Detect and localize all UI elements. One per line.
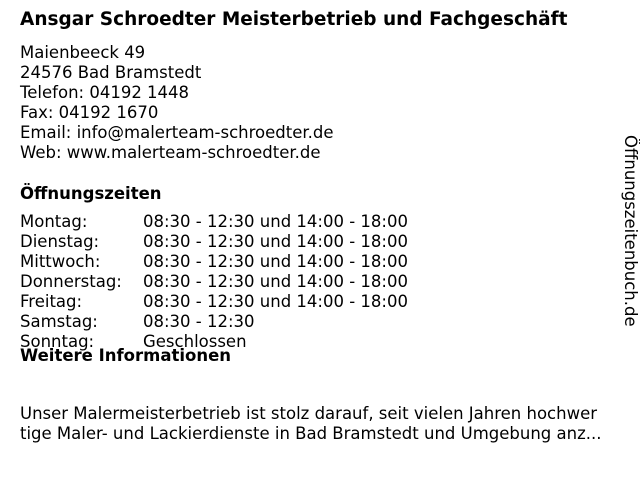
city: 24576 Bad Bramstedt <box>20 63 202 82</box>
opening-hours-table <box>20 212 408 352</box>
day-label: Freitag: <box>20 292 83 311</box>
side-site-label: Öffnungszeitenbuch.de <box>621 135 640 327</box>
business-name: Ansgar Schroedter Meisterbetrieb und Fachgeschäft <box>20 9 568 30</box>
hours-row-friday <box>20 292 408 312</box>
day-label: Mittwoch: <box>20 252 101 271</box>
day-label: Sonntag: <box>20 332 95 351</box>
hours-row-saturday <box>20 312 408 332</box>
hours-value: 08:30 - 12:30 und 14:00 - 18:00 <box>143 252 408 271</box>
hours-value: 08:30 - 12:30 und 14:00 - 18:00 <box>143 212 408 231</box>
email: Email: info@malerteam-schroedter.de <box>20 123 334 142</box>
hours-value: 08:30 - 12:30 und 14:00 - 18:00 <box>143 292 408 311</box>
day-label: Samstag: <box>20 312 98 331</box>
hours-value: Geschlossen <box>143 332 247 351</box>
hours-row-tuesday <box>20 232 408 252</box>
hours-value: 08:30 - 12:30 <box>143 312 255 331</box>
further-info-text <box>20 404 632 444</box>
day-label: Montag: <box>20 212 88 231</box>
info-line: tige Maler- und Lackierdienste in Bad Bramstedt und Umgebung anz... <box>20 424 602 443</box>
further-info-heading: Weitere Informationen <box>20 346 232 365</box>
hours-row-monday <box>20 212 408 232</box>
hours-value: 08:30 - 12:30 und 14:00 - 18:00 <box>143 232 408 251</box>
hours-value: 08:30 - 12:30 und 14:00 - 18:00 <box>143 272 408 291</box>
street: Maienbeeck 49 <box>20 43 146 62</box>
hours-row-thursday <box>20 272 408 292</box>
day-label: Donnerstag: <box>20 272 122 291</box>
hours-row-wednesday <box>20 252 408 272</box>
fax: Fax: 04192 1670 <box>20 103 159 122</box>
contact-block <box>20 43 334 163</box>
website: Web: www.malerteam-schroedter.de <box>20 143 321 162</box>
opening-hours-heading: Öffnungszeiten <box>20 184 162 203</box>
info-line: Unser Malermeisterbetrieb ist stolz darauf, seit vielen Jahren hochwer <box>20 404 598 423</box>
phone: Telefon: 04192 1448 <box>20 83 190 102</box>
day-label: Dienstag: <box>20 232 100 251</box>
